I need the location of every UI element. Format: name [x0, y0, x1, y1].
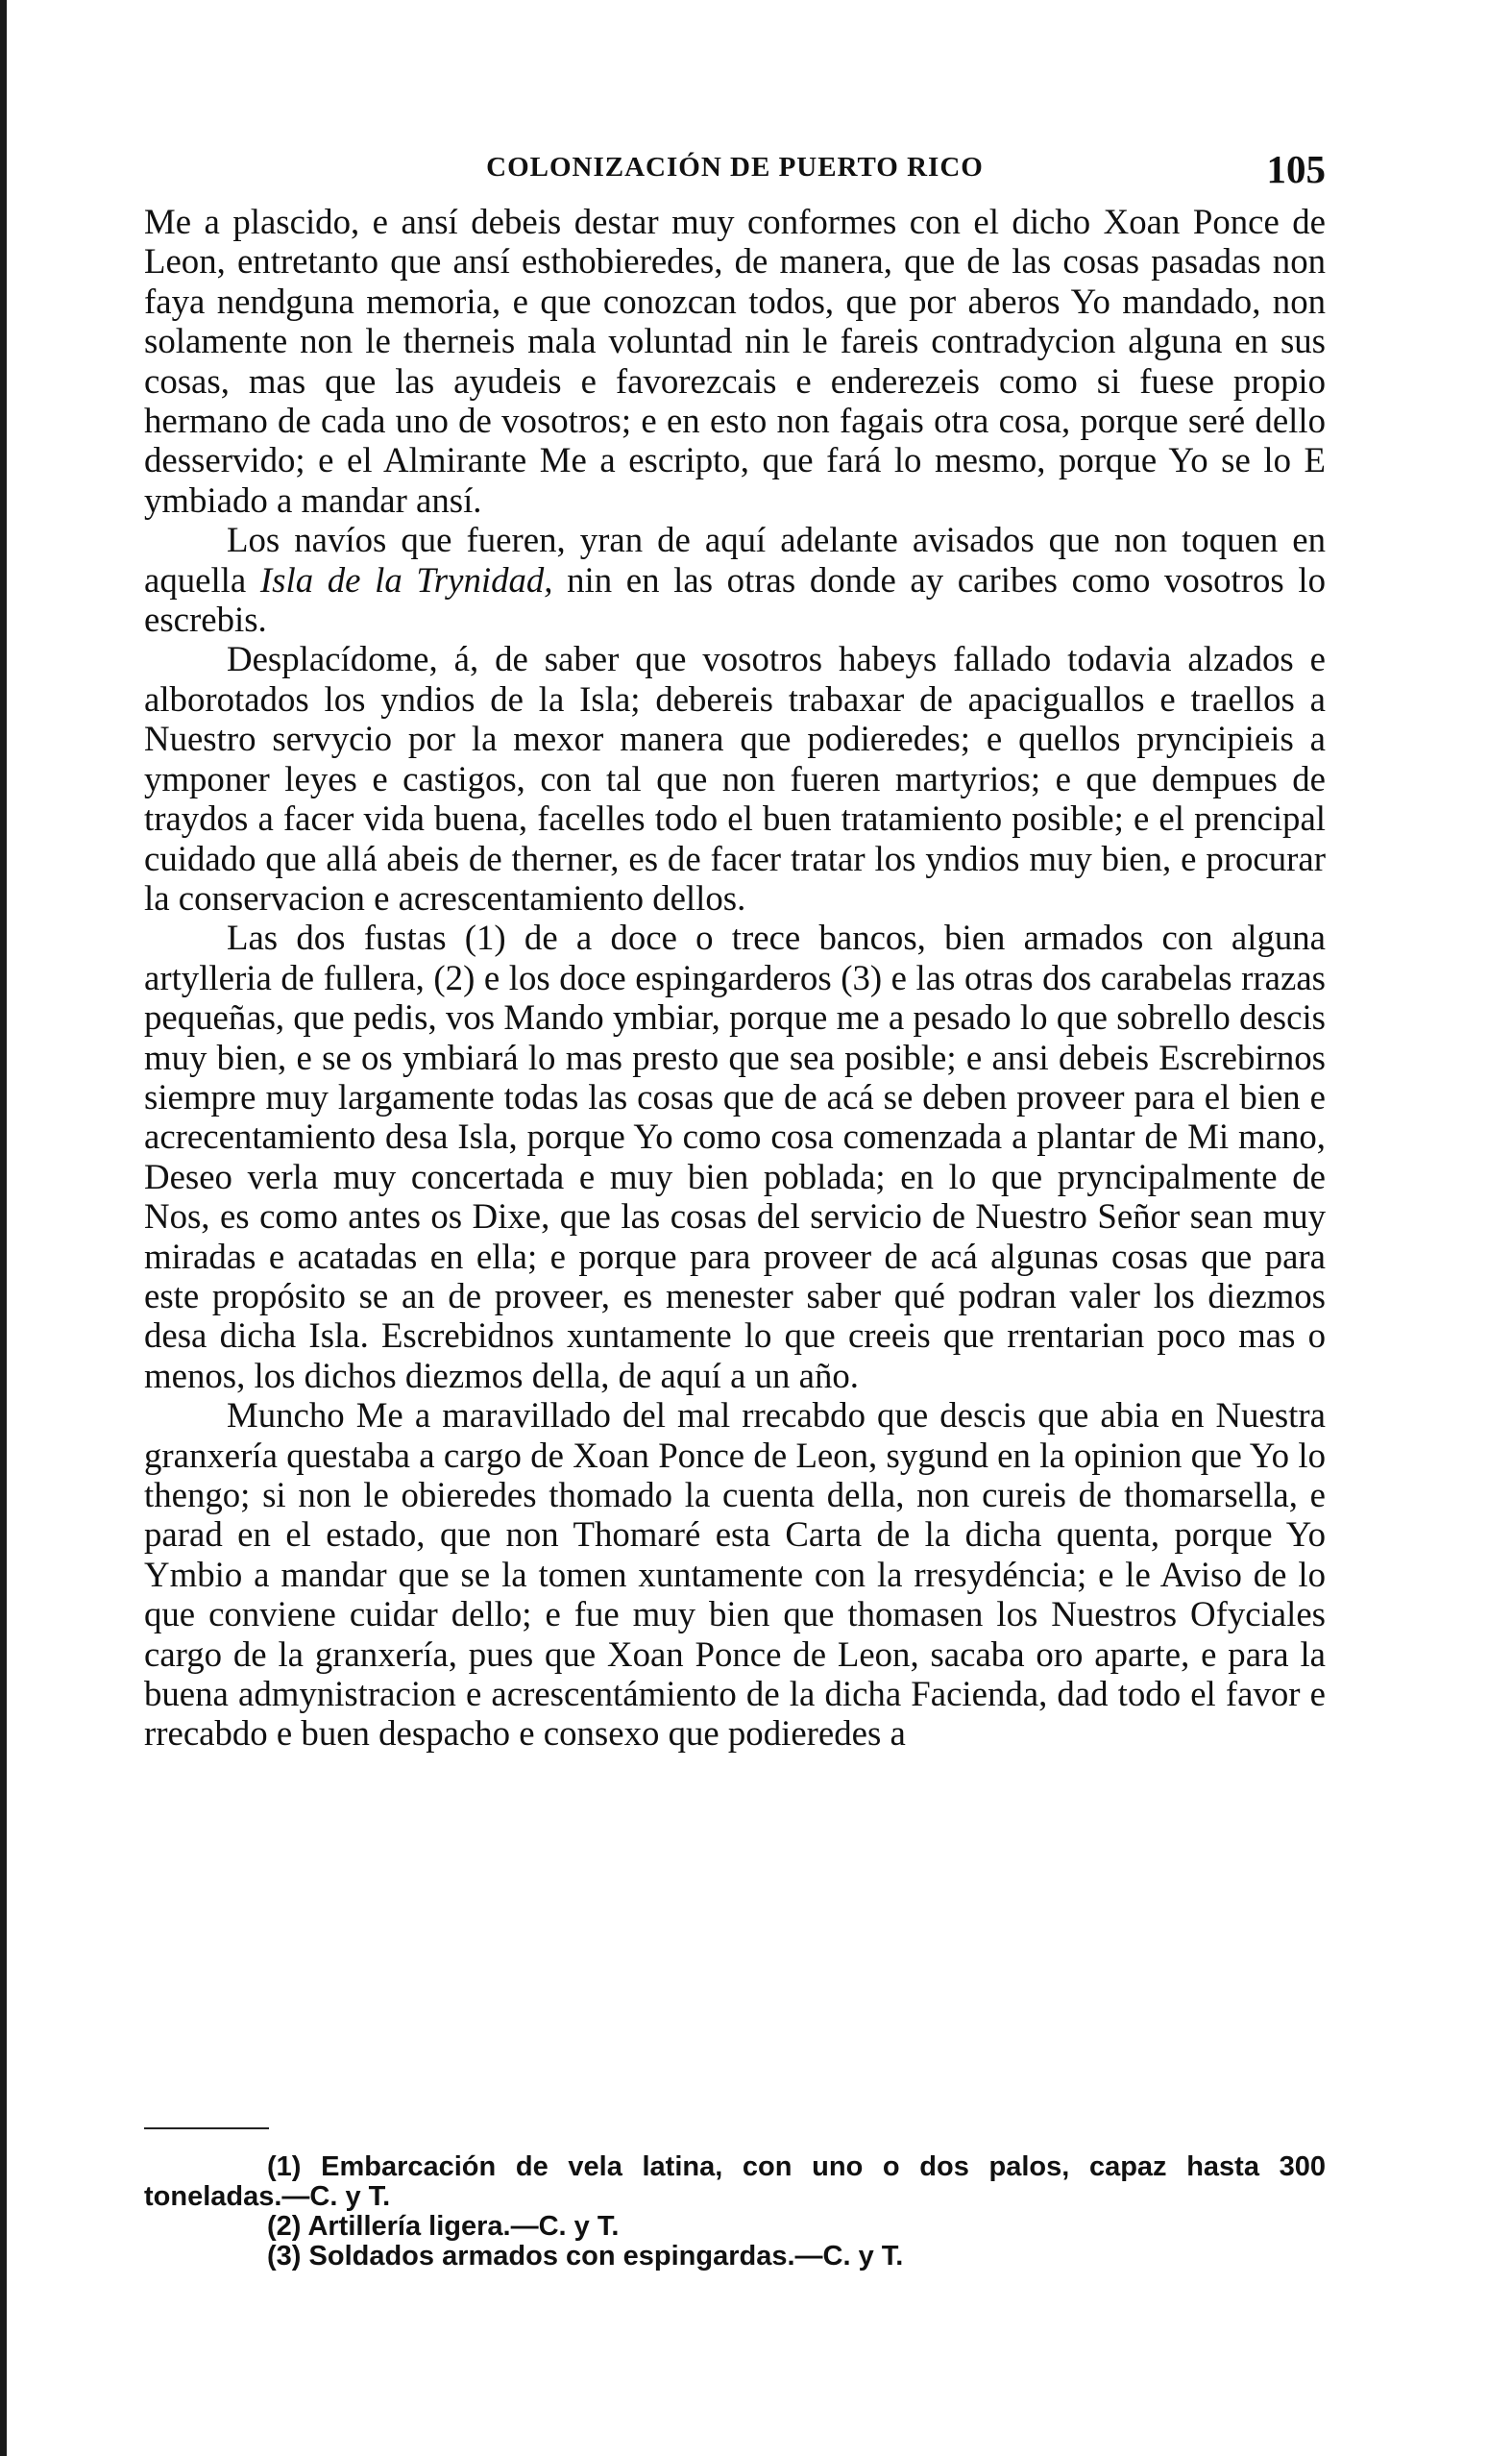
footnote-text: Soldados armados con espingardas.—C. y T. [308, 2241, 904, 2272]
footnote-3 [144, 2242, 1326, 2272]
running-title: COLONIZACIÓN DE PUERTO RICO [486, 152, 984, 183]
footnote-number: (3) [267, 2241, 302, 2272]
page-number: 105 [1266, 147, 1326, 191]
paragraph-text: Los navíos que fueren, yran de aquí adelante avisados que non toquen en aquella [144, 520, 1326, 600]
paragraph-5 [144, 1395, 1326, 1754]
footnote-text: Embarcación de vela latina, con uno o dos palos, capaz hasta 300 toneladas.—C. y T. [144, 2151, 1326, 2212]
footnotes [144, 2152, 1326, 2272]
paragraph-text: Muncho Me a maravillado del mal rrecabdo que descis que abia en Nuestra granxería questaba a cargo de Xoan Ponce de Leon, sygund en la opinion que Yo lo thengo; si non le obieredes thomado la cuenta della, non cureis de thomarsella, e parad en el estado, que non Thomaré esta Carta de la dicha quenta, porque Yo Ymbio a mandar que se la tomen xuntamente con la rresydéncia; e le Aviso de lo que conviene cuidar dello; e fue muy bien que thomasen los Nuestros Ofyciales cargo de la granxería, pues que Xoan Ponce de Leon, sacaba oro aparte, e para la buena admynistracion e acrescentámiento de la dicha Facienda, dad todo el favor e rrecabdo e buen despacho e consexo que podieredes a [144, 1395, 1326, 1754]
footnote-1 [144, 2152, 1326, 2212]
body-text [144, 202, 1326, 1754]
footnote-text: Artillería ligera.—C. y T. [307, 2211, 620, 2242]
paragraph-text: Las dos fustas (1) de a doce o trece bancos, bien armados con alguna artylleria de fullera, (2) e los doce espingarderos (3) e las otras dos carabelas rrazas pequeñas, que pedis, vos Mando ymbiar, porque me a pesado lo que sobrello descis muy bien, e se os ymbiará lo mas presto que sea posible; e ansi debeis Escrebirnos siempre muy largamente todas las cosas que de acá se deben proveer para el bien e acrecentamiento desa Isla, porque Yo como cosa comenzada a plantar de Mi mano, Deseo verla muy concertada e muy bien poblada; en lo que pryncipalmente de Nos, es como antes os Dixe, que las cosas del servicio de Nuestro Señor sean muy miradas e acatadas en ella; e porque para proveer de acá algunas cosas que para este propósito se an de proveer, es menester saber qué podran valer los diezmos desa dicha Isla. Escrebidnos xuntamente lo que creeis que rrentarian poco mas o menos, los dichos diezmos della, de aquí a un año. [144, 918, 1326, 1395]
footnote-number: (2) [267, 2211, 302, 2242]
footnote-number: (1) [267, 2151, 302, 2182]
page-edge [0, 0, 7, 2456]
paragraph-3 [144, 639, 1326, 918]
paragraph-4 [144, 918, 1326, 1395]
paragraph-text: Me a plascido, e ansí debeis destar muy conformes con el dicho Xoan Ponce de Leon, entretanto que ansí esthobieredes, de manera, que de las cosas pasadas non faya nendguna memoria, e que conozcan todos, que por aberos Yo mandado, non solamente non le therneis mala voluntad nin le fareis contradycion alguna en sus cosas, mas que las ayudeis e favorezcais e enderezeis como si fuese propio hermano de cada uno de vosotros; e en esto non fagais otra cosa, porque seré dello desservido; e el Almirante Me a escripto, que fará lo mesmo, porque Yo se lo E ymbiado a mandar ansí. [144, 202, 1326, 520]
footnote-rule [144, 2127, 269, 2129]
paragraph-text: nin en las otras donde ay caribes como vosotros lo escrebis. [144, 559, 1327, 640]
italic-place-name: Isla de la Trynidad, [259, 559, 553, 600]
paragraph-1 [144, 202, 1326, 520]
footnote-2 [144, 2212, 1326, 2242]
page-header [144, 146, 1326, 194]
paragraph-2 [144, 520, 1326, 639]
paragraph-text: Desplacídome, á, de saber que vosotros habeys fallado todavia alzados e alborotados los yndios de la Isla; debereis trabaxar de apaciguallos e traellos a Nuestro servycio por la mexor manera que podieredes; e quellos pryncipieis a ymponer leyes e castigos, con tal que non fueren martyrios; e que dempues de traydos a facer vida buena, facelles todo el buen tratamiento posible; e el prencipal cuidado que allá abeis de therner, es de facer tratar los yndios muy bien, e procurar la conservacion e acrescentamiento dellos. [144, 639, 1326, 918]
